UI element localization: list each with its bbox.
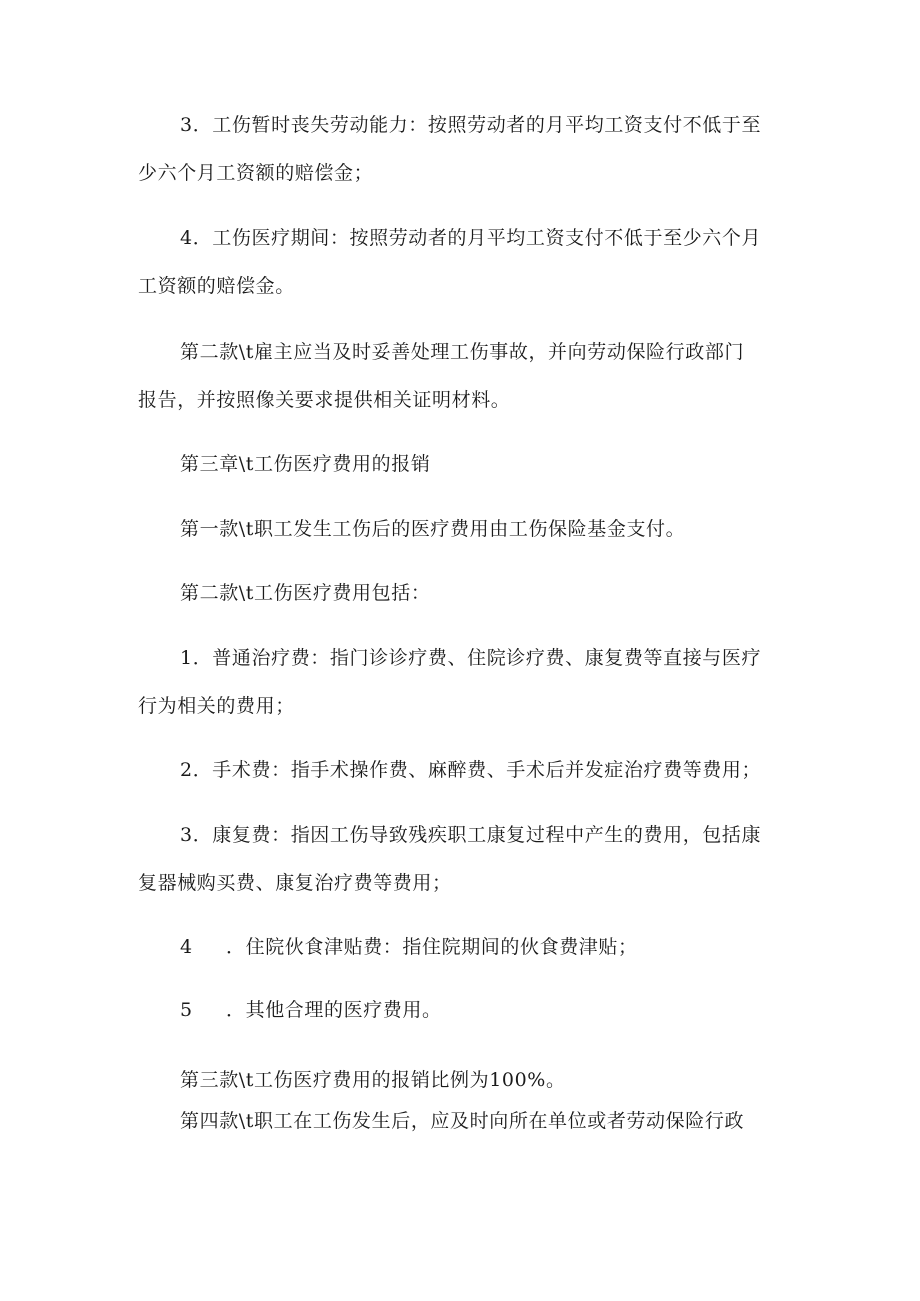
chapter-heading: 第三章\t工伤医疗费用的报销 — [180, 453, 431, 475]
paragraph-line: 第二款\t工伤医疗费用包括： — [180, 582, 431, 604]
paragraph-line: 3．康复费：指因工伤导致残疾职工康复过程中产生的费用，包括康 — [180, 824, 762, 846]
paragraph-line: 第一款\t职工发生工伤后的医疗费用由工伤保险基金支付。 — [180, 518, 686, 540]
paragraph-line: 工资额的赔偿金。 — [138, 275, 295, 297]
paragraph-line: 少六个月工资额的赔偿金； — [138, 162, 374, 184]
list-number: 5 — [180, 999, 193, 1021]
paragraph-line: 复器械购买费、康复治疗费等费用； — [138, 872, 452, 894]
list-item — [180, 998, 442, 1022]
paragraph-line: 第四款\t职工在工伤发生后，应及时向所在单位或者劳动保险行政 — [180, 1110, 745, 1132]
paragraph-line: 行为相关的费用； — [138, 695, 295, 717]
paragraph-line: 第二款\t雇主应当及时妥善处理工伤事故，并向劳动保险行政部门 — [180, 341, 745, 363]
paragraph-line: 1．普通治疗费：指门诊诊疗费、住院诊疗费、康复费等直接与医疗 — [180, 647, 762, 669]
list-text: ．其他合理的医疗费用。 — [226, 999, 442, 1021]
paragraph-line: 2．手术费：指手术操作费、麻醉费、手术后并发症治疗费等费用； — [180, 759, 762, 781]
paragraph-line: 报告，并按照像关要求提供相关证明材料。 — [138, 389, 511, 411]
list-text: ．住院伙食津贴费：指住院期间的伙食费津贴； — [226, 936, 638, 958]
paragraph-line: 3．工伤暂时丧失劳动能力：按照劳动者的月平均工资支付不低于至 — [180, 114, 762, 136]
list-number: 4 — [180, 936, 193, 958]
list-item — [180, 935, 638, 959]
paragraph-line: 第三款\t工伤医疗费用的报销比例为100%。 — [180, 1069, 566, 1091]
paragraph-line: 4．工伤医疗期间：按照劳动者的月平均工资支付不低于至少六个月 — [180, 227, 762, 249]
